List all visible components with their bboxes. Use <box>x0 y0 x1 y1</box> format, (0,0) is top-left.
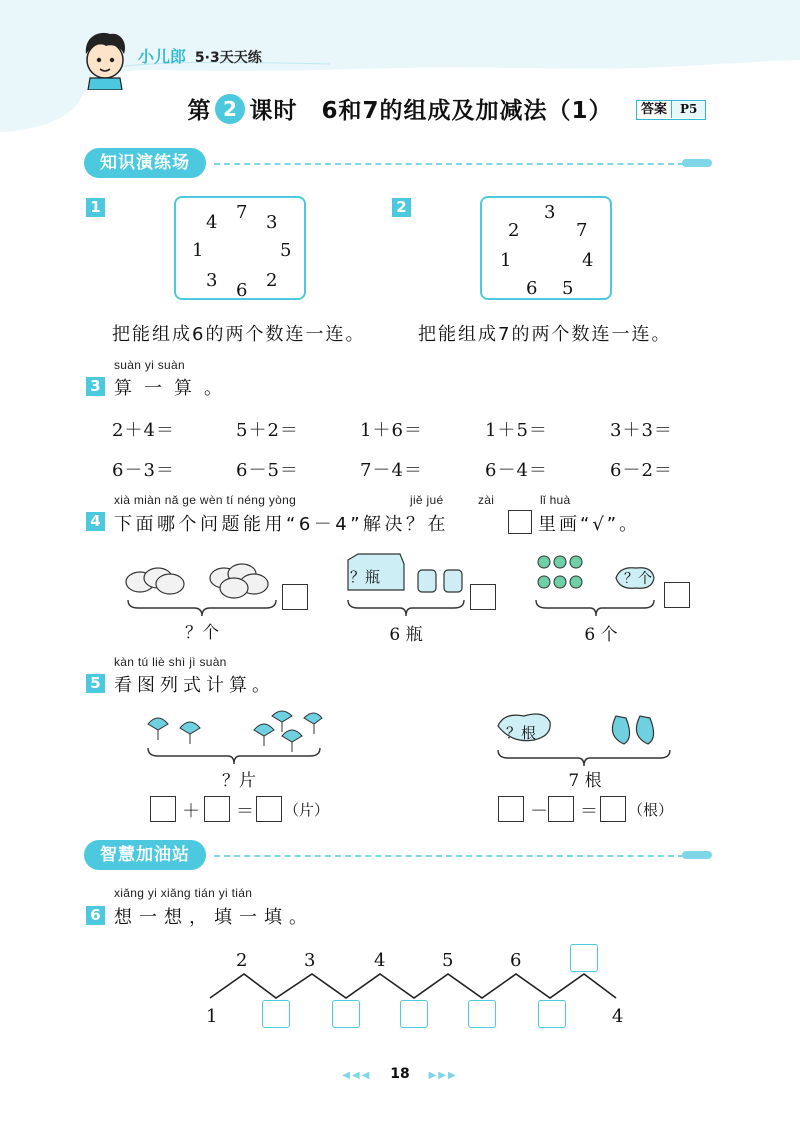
equation[interactable]: 2＋4＝ <box>112 420 175 441</box>
q4-answer-box-1[interactable] <box>282 584 308 610</box>
q2-digit[interactable]: 3 <box>544 202 556 223</box>
q5-left-box-1[interactable] <box>150 796 176 822</box>
question-number-1: 1 <box>86 198 105 217</box>
q6-top-number: 4 <box>374 950 386 971</box>
q4-text-b: 里画“√”。 <box>538 514 641 535</box>
q5-text: 看图列式计算。 <box>114 675 275 696</box>
q4-answer-box-3[interactable] <box>664 582 690 608</box>
answer-reference[interactable] <box>636 100 706 120</box>
q1-digit[interactable]: 5 <box>280 240 292 261</box>
q5-pinyin: kàn tú liè shì jì suàn <box>114 655 227 669</box>
brand-label <box>138 44 262 67</box>
q5-left-box-2[interactable] <box>204 796 230 822</box>
q4-pinyin-a: xià miàn nǎ ge wèn tí néng yòng <box>114 493 297 507</box>
question-number-3: 3 <box>86 377 105 396</box>
q6-pinyin: xiǎng yi xiǎng tián yi tián <box>114 886 253 900</box>
leaves-illustration <box>144 710 324 766</box>
q5-right-box-3[interactable] <box>600 796 626 822</box>
question-number-4: 4 <box>86 512 105 531</box>
title-suffix: 课时 6和7的组成及加减法（1） <box>249 98 613 124</box>
q6-bottom-blank[interactable] <box>468 1000 496 1028</box>
question-number-5: 5 <box>86 674 105 693</box>
equation[interactable]: 1＋5＝ <box>485 420 548 441</box>
q2-digit[interactable]: 5 <box>562 278 574 299</box>
q4-option3-caption: 6 个 <box>584 625 618 645</box>
q5-left-caption: ？片 <box>222 771 256 791</box>
q5-left-box-3[interactable] <box>256 796 282 822</box>
equation[interactable]: 6－2＝ <box>610 460 673 481</box>
mascot-icon <box>76 26 134 90</box>
q5-right-op1: － <box>530 801 548 822</box>
q2-digit[interactable]: 4 <box>582 250 594 271</box>
pencil-icon <box>682 159 712 167</box>
q1-digit[interactable]: 3 <box>266 212 278 233</box>
q4-option2-caption: 6 瓶 <box>389 625 423 645</box>
q6-bottom-blank[interactable] <box>400 1000 428 1028</box>
q1-instruction: 把能组成6的两个数连一连。 <box>112 324 366 345</box>
section-title-challenge: 智慧加油站 <box>84 840 206 870</box>
q3-text: 算一算。 <box>114 378 234 399</box>
answer-page: P5 <box>671 101 705 118</box>
q1-number-box <box>174 196 306 300</box>
q4-option2-label: ？瓶 <box>350 569 381 586</box>
q6-bottom-blank[interactable] <box>332 1000 360 1028</box>
section-divider <box>214 163 684 165</box>
q5-left-op1: ＋ <box>182 801 200 822</box>
equation[interactable]: 6－3＝ <box>112 460 175 481</box>
q5-right-box-1[interactable] <box>498 796 524 822</box>
q1-digit[interactable]: 4 <box>206 212 218 233</box>
q5-right-unit: （根） <box>628 801 674 819</box>
q2-instruction: 把能组成7的两个数连一连。 <box>418 324 672 345</box>
q4-pinyin-d: lǐ huà <box>540 493 571 507</box>
question-number-2: 2 <box>392 198 411 217</box>
title-prefix: 第 <box>187 98 212 124</box>
section-divider <box>214 855 684 857</box>
equation[interactable]: 6－5＝ <box>236 460 299 481</box>
q5-right-op2: ＝ <box>580 801 598 822</box>
question-number-6: 6 <box>86 906 105 925</box>
q1-digit[interactable]: 3 <box>206 270 218 291</box>
equation[interactable]: 1＋6＝ <box>360 420 423 441</box>
q6-bottom-blank[interactable] <box>262 1000 290 1028</box>
q2-digit[interactable]: 7 <box>576 220 588 241</box>
page-number: 18 <box>390 1066 410 1082</box>
q6-top-blank[interactable] <box>570 944 598 972</box>
q6-top-number: 2 <box>236 950 248 971</box>
brand-name: 小儿郎 <box>138 47 187 66</box>
q5-right-box-2[interactable] <box>548 796 574 822</box>
q6-top-number: 5 <box>442 950 454 971</box>
q1-digit[interactable]: 1 <box>192 240 204 261</box>
q4-pinyin-b: jiě jué <box>410 493 444 507</box>
q2-digit[interactable]: 2 <box>508 220 520 241</box>
lesson-number-badge: 2 <box>215 94 245 124</box>
page-footer <box>0 1066 800 1082</box>
brand-series: 5·3天天练 <box>194 50 262 66</box>
bottles-illustration <box>344 552 468 626</box>
q1-digit[interactable]: 7 <box>236 202 248 223</box>
q5-left-unit: （片） <box>284 801 330 819</box>
q2-digit[interactable]: 6 <box>526 278 538 299</box>
q6-text: 想一想，填一填。 <box>114 907 314 928</box>
q1-digit[interactable]: 6 <box>236 280 248 301</box>
equation[interactable]: 3＋3＝ <box>610 420 673 441</box>
equation[interactable]: 5＋2＝ <box>236 420 299 441</box>
prev-arrows-icon: ◀◀◀ <box>342 1070 372 1081</box>
section-title-practice: 知识演练场 <box>84 148 206 178</box>
q6-bottom-blank[interactable] <box>538 1000 566 1028</box>
equation[interactable]: 6－4＝ <box>485 460 548 481</box>
q6-end-number: 4 <box>612 1006 624 1027</box>
equation[interactable]: 7－4＝ <box>360 460 423 481</box>
pencil-icon <box>682 851 712 859</box>
q1-digit[interactable]: 2 <box>266 270 278 291</box>
q6-top-number: 6 <box>510 950 522 971</box>
answer-label: 答案 <box>641 102 668 117</box>
q3-pinyin: suàn yi suàn <box>114 358 185 372</box>
q4-text-a: 下面哪个问题能用“6－4”解决？在 <box>114 514 450 535</box>
q4-pinyin-c: zài <box>478 493 495 507</box>
q5-right-label: ？根 <box>506 725 537 742</box>
q6-top-number: 3 <box>304 950 316 971</box>
q5-left-op2: ＝ <box>236 801 254 822</box>
q2-digit[interactable]: 1 <box>500 250 512 271</box>
q6-start-number: 1 <box>206 1006 218 1027</box>
eggs-illustration <box>124 556 280 626</box>
q4-option1-caption: ？个 <box>185 623 219 643</box>
q4-inline-box <box>508 510 532 534</box>
q4-answer-box-2[interactable] <box>470 584 496 610</box>
q5-right-caption: 7 根 <box>568 771 602 791</box>
flowers-illustration <box>532 552 660 626</box>
q4-option3-label: ？个 <box>624 570 652 586</box>
q2-number-box <box>480 196 612 300</box>
next-arrows-icon: ▶▶▶ <box>428 1070 458 1081</box>
